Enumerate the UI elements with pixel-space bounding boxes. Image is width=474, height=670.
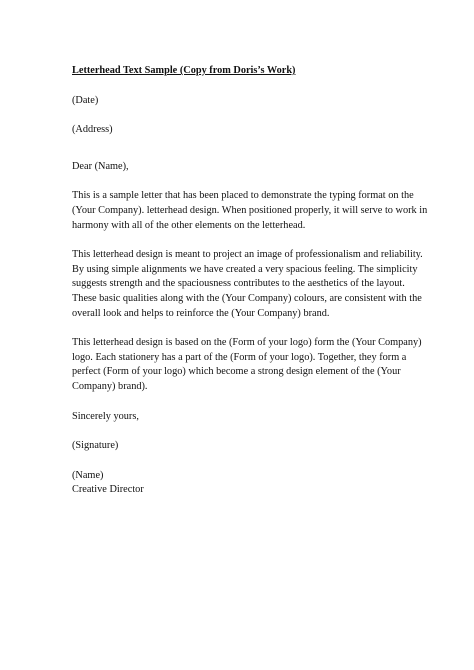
- paragraph-1: [72, 189, 428, 233]
- paragraph-line: This is a sample letter that has been placed to demonstrate the typing format on the: [72, 190, 414, 202]
- paragraph-line: harmony with all of the other elements on the letterhead.: [72, 219, 306, 231]
- signer-position: Creative Director: [72, 484, 144, 496]
- paragraph-line: These basic qualities along with the (Your Company) colours, are consistent with the: [72, 292, 422, 304]
- paragraph-line: This letterhead design is meant to project an image of professionalism and reliability.: [72, 249, 423, 261]
- paragraph-line: Company) brand).: [72, 380, 148, 392]
- paragraph-line: suggests strength and the spaciousness contributes to the aesthetics of the layout.: [72, 278, 405, 290]
- address-placeholder: (Address): [72, 124, 113, 136]
- spacer: [72, 153, 408, 160]
- signature-placeholder: (Signature): [72, 440, 119, 452]
- letter-title: Letterhead Text Sample (Copy from Doris’s Work): [72, 65, 296, 76]
- paragraph-line: This letterhead design is based on the (Form of your logo) form the (Your Company): [72, 337, 422, 349]
- paragraph-line: logo. Each stationery has a part of the (Form of your logo). Together, they form a: [72, 351, 407, 363]
- paragraph-3: [72, 336, 422, 394]
- paragraph-line: overall look and helps to reinforce the (Your Company) brand.: [72, 307, 330, 319]
- signer-name: (Name): [72, 469, 104, 481]
- paragraph-line: By using simple alignments we have created a very spacious feeling. The simplicity: [72, 263, 418, 275]
- paragraph-line: (Your Company). letterhead design. When positioned properly, it will serve to work in: [72, 204, 428, 216]
- paragraph-line: perfect (Form of your logo) which become a strong design element of the (Your: [72, 366, 401, 378]
- paragraph-2: [72, 248, 423, 321]
- closing: Sincerely yours,: [72, 410, 139, 422]
- date-placeholder: (Date): [72, 94, 99, 106]
- salutation: Dear (Name),: [72, 160, 129, 172]
- letter-body: [72, 64, 428, 498]
